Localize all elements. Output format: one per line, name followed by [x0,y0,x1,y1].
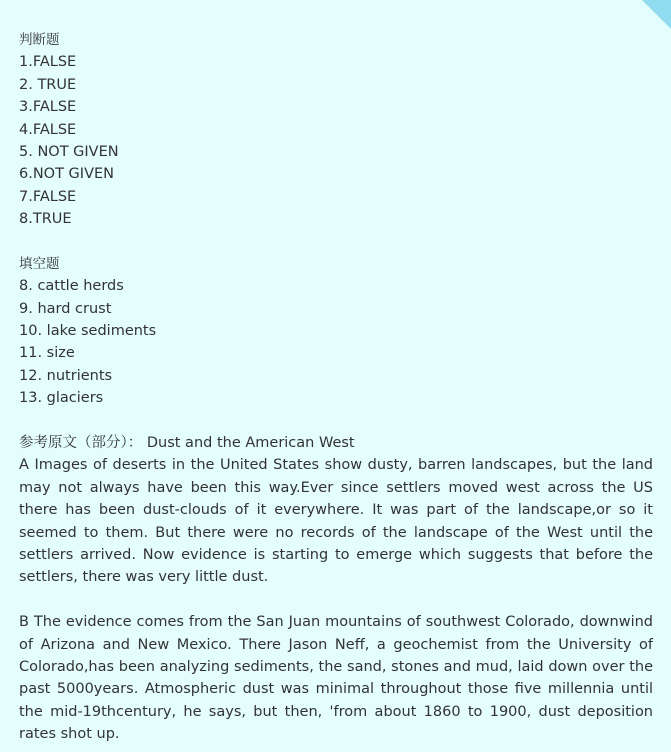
page-corner-fold [642,0,671,29]
completion-answer-9: 9. hard crust [19,300,112,317]
reference-paragraph-b: B The evidence comes from the San Juan mountains of southwest Colorado, downwind of Arizona and New Mexico. There Jason Neff, a geochemist from the University of Colorado,has been analyzing sediments, the sand, stones and mud, laid down over the past 5000years. Atmospheric dust was minimal throughout those five millennia until the mid-19thcentury, he says, but then, 'from about 1860 to 1900, dust deposition rates shot up. [19,614,653,743]
completion-answer-8: 8. cattle herds [19,278,124,295]
reference-paragraph-a: A Images of deserts in the United States show dusty, barren landscapes, but the land may not always have been this way.Ever since settlers moved west across the US there has been dust-clouds of it everywhere. It was part of the landscape,or so it seemed to them. But there were no records of the landscape of the West until the settlers arrived. Now evidence is starting to emerge which suggests that before the settlers, there was very little dust. [19,457,653,586]
completion-heading: 填空题 [19,255,60,272]
judgement-answer-3: 3.FALSE [19,99,77,116]
judgement-answer-4: 4.FALSE [19,121,77,138]
paragraph-spacer [19,589,653,611]
completion-answer-11: 11. size [19,345,75,362]
judgement-answer-8: 8.TRUE [19,211,72,228]
reference-heading: 参考原文（部分）： Dust and the American West [19,435,355,452]
completion-answer-13: 13. glaciers [19,390,104,407]
completion-answer-10: 10. lake sediments [19,323,157,340]
completion-answer-12: 12. nutrients [19,367,113,384]
section-spacer [19,410,653,432]
judgement-answer-2: 2. TRUE [19,76,77,93]
judgement-answer-5: 5. NOT GIVEN [19,143,119,160]
section-spacer [19,231,653,253]
judgement-answer-1: 1.FALSE [19,54,77,71]
judgement-answer-7: 7.FALSE [19,188,77,205]
judgement-heading: 判断题 [19,32,60,48]
judgement-answer-6: 6.NOT GIVEN [19,166,115,183]
answer-document [19,29,653,746]
